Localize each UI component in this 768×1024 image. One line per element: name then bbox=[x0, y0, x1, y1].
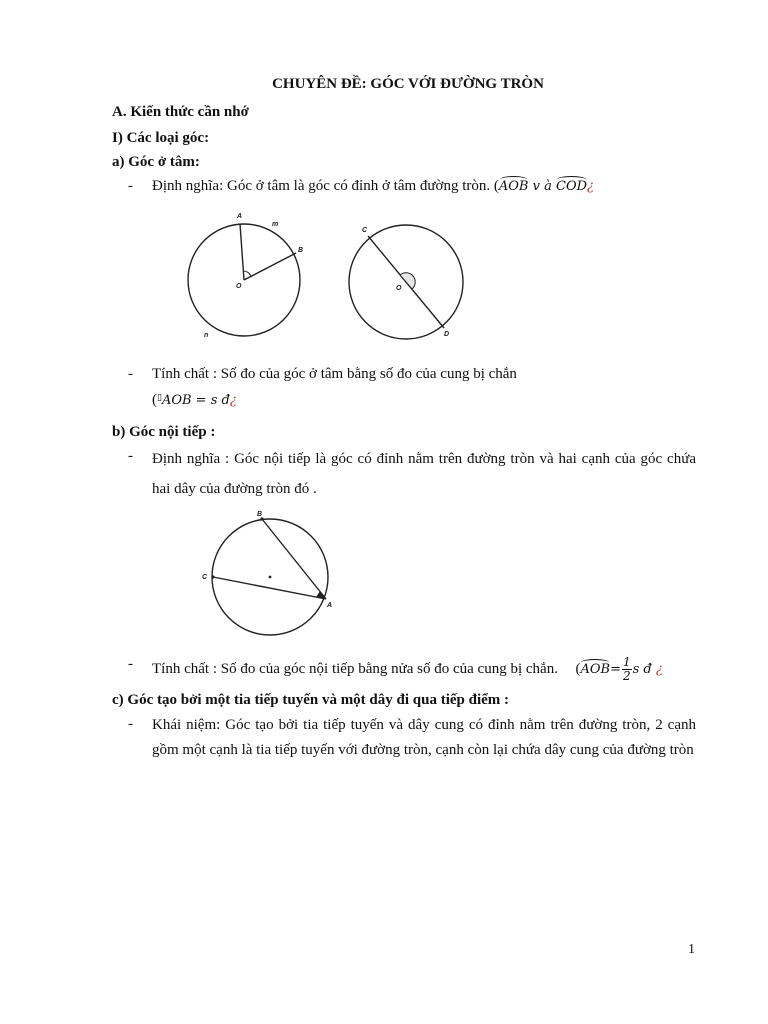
angle-cod: COD bbox=[556, 179, 588, 194]
subsection-c-heading: c) Góc tạo bởi một tia tiếp tuyến và một dây đi qua tiếp điểm : bbox=[112, 692, 510, 708]
formula-sd: s đ bbox=[632, 662, 652, 677]
fig2-label-c: C bbox=[362, 227, 368, 234]
angle-aob: AOB bbox=[580, 662, 611, 677]
document-title: CHUYÊN ĐỀ: GÓC VỚI ĐƯỜNG TRÒN bbox=[272, 76, 544, 92]
math-end-glyph: ¿ bbox=[587, 179, 595, 194]
angle-aob: AOB bbox=[498, 179, 529, 194]
inscribed-angle-definition: Định nghĩa : Góc nội tiếp là góc có đỉnh nằm trên đường tròn và hai cạnh của góc chứa hai dây của đường tròn đó . bbox=[152, 451, 696, 497]
figure-inscribed-angle bbox=[196, 505, 346, 645]
formula-open: ( bbox=[575, 661, 581, 677]
fig3-label-c: C bbox=[202, 574, 208, 581]
section-i-heading: I) Các loại góc: bbox=[112, 130, 210, 146]
formula-aob-sd: AOB = s đ bbox=[161, 393, 230, 408]
formula-open: ( bbox=[152, 392, 157, 408]
bullet-dash: - bbox=[128, 366, 133, 382]
fig1-label-a: A bbox=[237, 213, 243, 220]
bullet-dash: - bbox=[128, 716, 133, 732]
formula-end-glyph: ¿ bbox=[229, 393, 237, 408]
fig2-label-d: D bbox=[444, 331, 450, 338]
figure-central-angle-cod bbox=[340, 210, 480, 350]
fraction-numerator: 1 bbox=[622, 655, 631, 669]
section-a-heading: A. Kiến thức cần nhớ bbox=[112, 104, 249, 120]
figure-central-angle-aob bbox=[180, 210, 320, 350]
bullet-dash: - bbox=[128, 448, 133, 464]
fig2-label-o: O bbox=[396, 285, 402, 292]
subsection-b-heading: b) Góc nội tiếp : bbox=[112, 424, 216, 440]
fraction-denominator: 2 bbox=[622, 669, 631, 683]
fig3-label-a: A bbox=[327, 602, 333, 609]
fig3-label-b: B bbox=[257, 511, 263, 518]
subsection-a-heading: a) Góc ở tâm: bbox=[112, 154, 200, 170]
formula-end-glyph: ¿ bbox=[655, 662, 663, 677]
bullet-dash: - bbox=[128, 656, 133, 672]
fig1-label-o: O bbox=[236, 283, 242, 290]
math-expression bbox=[499, 179, 594, 194]
definition-text: Định nghĩa: Góc ở tâm là góc có đỉnh ở tâm đường tròn. ( bbox=[152, 178, 499, 194]
fig1-label-m: m bbox=[272, 221, 279, 228]
formula-equals: = bbox=[610, 662, 621, 677]
property-text: Tính chất : Số đo của góc nội tiếp bằng nửa số đo của cung bị chắn. bbox=[152, 661, 558, 677]
fig1-label-n: n bbox=[204, 332, 209, 339]
bullet-dash: - bbox=[128, 178, 133, 194]
inscribed-angle-property bbox=[152, 656, 663, 683]
math-and: v à bbox=[532, 179, 552, 194]
central-angle-property: Tính chất : Số đo của góc ở tâm bằng số đo của cung bị chắn bbox=[152, 366, 517, 382]
fraction-one-half bbox=[622, 656, 632, 683]
tangent-chord-definition: Khái niệm: Góc tạo bởi tia tiếp tuyến và dây cung có đỉnh nằm trên đường tròn, 2 cạnh gồm một cạnh là tia tiếp tuyến với đường tròn, cạnh còn lại chứa dây cung của đường tròn bbox=[152, 717, 696, 758]
central-angle-formula bbox=[152, 392, 237, 409]
fig1-label-b: B bbox=[298, 247, 304, 254]
inscribed-formula bbox=[580, 655, 663, 683]
central-angle-definition bbox=[152, 178, 594, 195]
formula-box-glyph: ▯ bbox=[157, 393, 162, 403]
page-number: 1 bbox=[688, 942, 695, 957]
